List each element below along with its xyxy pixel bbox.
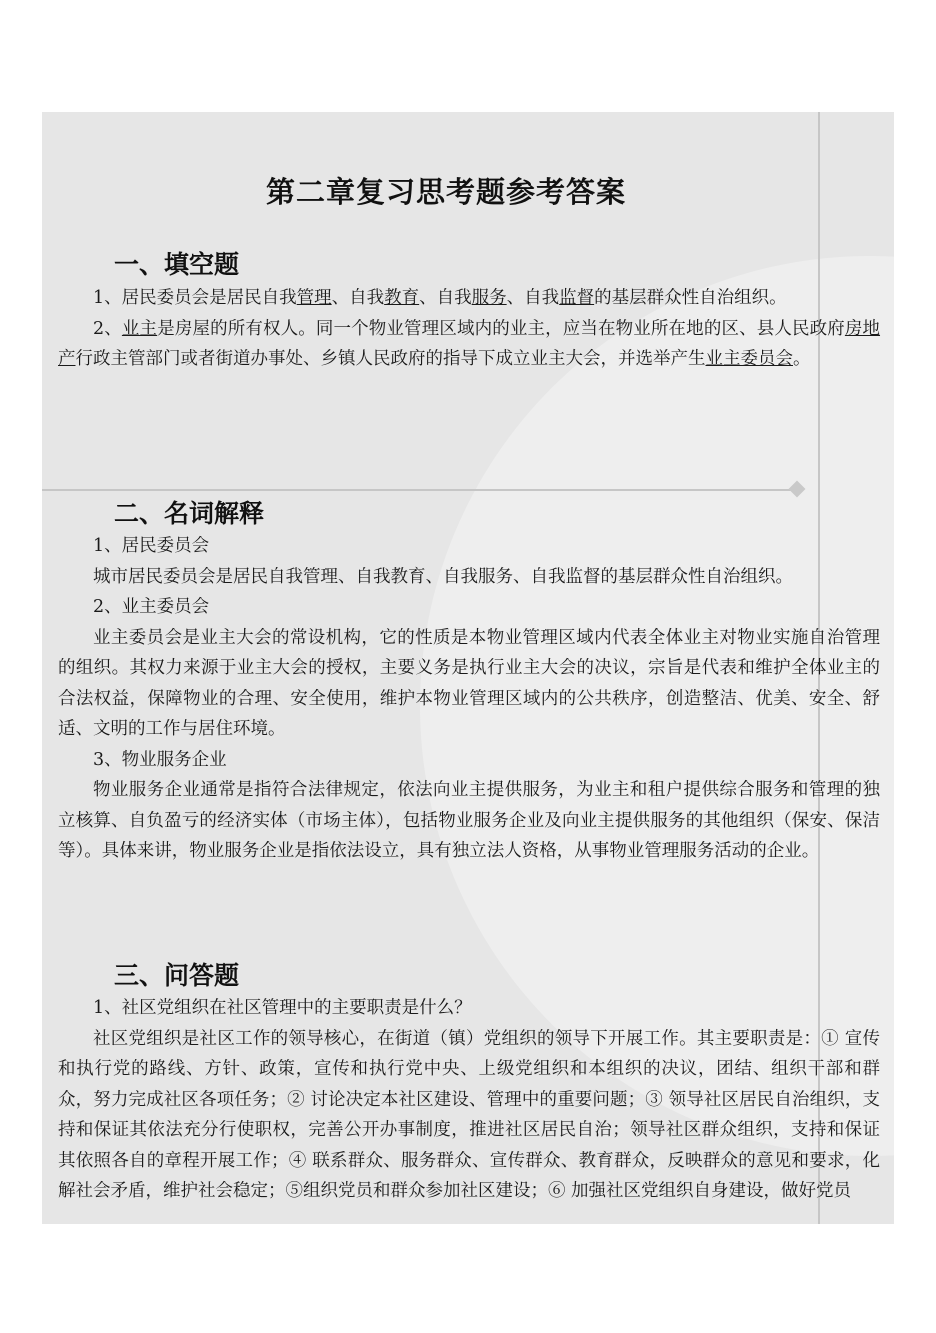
qa-question: 1、社区党组织在社区管理中的主要职责是什么？ bbox=[93, 998, 472, 1018]
section-fill-blank-body bbox=[58, 283, 880, 375]
answer-blank: 服务 bbox=[471, 288, 507, 308]
section-definitions-body bbox=[58, 531, 880, 867]
term-label: 2、业主委员会 bbox=[93, 597, 210, 617]
fill-blank-question-2: 2、业主是房屋的所有权人。同一个物业管理区域内的业主，应当在物业所在地的区、县人民政府房地产行政主管部门或者街道办事处、乡镇人民政府的指导下成立业主大会，并选举产生业主委员会。 bbox=[58, 318, 881, 369]
answer-blank: 房地产 bbox=[58, 318, 881, 369]
page-title: 第二章复习思考题参考答案 bbox=[265, 175, 626, 209]
answer-blank: 业主 bbox=[121, 318, 158, 339]
section-heading-definitions: 二、名词解释 bbox=[114, 499, 265, 528]
term-label: 3、物业服务企业 bbox=[93, 749, 227, 770]
answer-blank: 业主委员会 bbox=[705, 349, 793, 369]
section-heading-fill-blank: 一、填空题 bbox=[114, 250, 240, 279]
qa-answer: 社区党组织是社区工作的领导核心，在街道（镇）党组织的领导下开展工作。其主要职责是：① 宣传和执行党的路线、方针、政策，宣传和执行党中央、上级党组织和本组织的决议，团结、组织干部和群众，努力完成社区各项任务；② 讨论决定本社区建设、管理中的重要问题；③ 领导社区居民自治组织，支持和保证其依法充分行使职权，完善公开办事制度，推进社区居民自治；领导社区群众组织，支持和保证其依照各自的章程开展工作；④ 联系群众、服务群众、宣传群众、教育群众，反映群众的意见和要求，化解社会矛盾，维护社会稳定；⑤组织党员和群众参加社区建设；⑥ 加强社区党组织自身建设，做好党员 bbox=[58, 1028, 880, 1201]
term-definition: 物业服务企业通常是指符合法律规定，依法向业主提供服务，为业主和租户提供综合服务和管理的独立核算、自负盈亏的经济实体（市场主体），包括物业服务企业及向业主提供服务的其他组织（保安、保洁等）。具体来讲，物业服务企业是指依法设立，具有独立法人资格，从事物业管理服务活动的企业。 bbox=[58, 780, 880, 861]
answer-blank: 监督 bbox=[559, 288, 595, 308]
answer-blank: 管理 bbox=[296, 288, 332, 308]
decorative-horizontal-line bbox=[42, 489, 798, 491]
term-definition: 业主委员会是业主大会的常设机构，它的性质是本物业管理区域内代表全体业主对物业实施自治管理的组织。其权力来源于业主大会的授权，主要义务是执行业主大会的决议，宗旨是代表和维护全体业主的合法权益，保障物业的合理、安全使用，维护本物业管理区域内的公共秩序，创造整洁、优美、安全、舒适、文明的工作与居住环境。 bbox=[58, 627, 880, 739]
section-heading-qa: 三、问答题 bbox=[114, 961, 240, 990]
term-label: 1、居民委员会 bbox=[93, 536, 210, 556]
term-definition: 城市居民委员会是居民自我管理、自我教育、自我服务、自我监督的基层群众性自治组织。 bbox=[93, 566, 793, 587]
fill-blank-question-1: 1、居民委员会是居民自我管理、自我教育、自我服务、自我监督的基层群众性自治组织。 bbox=[93, 288, 787, 308]
section-qa-body bbox=[58, 993, 880, 1207]
answer-blank: 教育 bbox=[384, 288, 420, 308]
